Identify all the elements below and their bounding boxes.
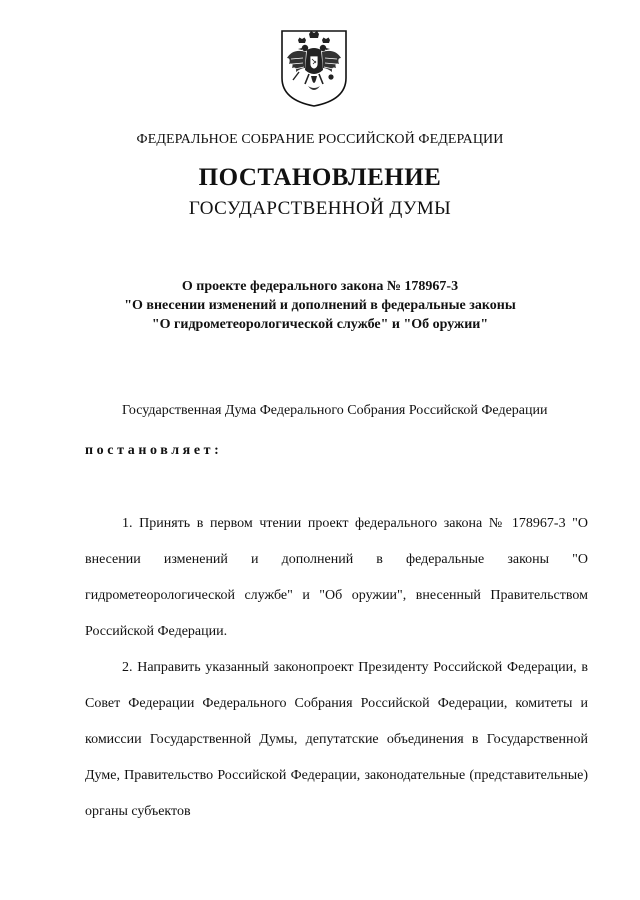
document-subject [0, 277, 640, 334]
resolves-keyword: постановляет: [85, 443, 223, 458]
document-issuer-title: ГОСУДАРСТВЕННОЙ ДУМЫ [188, 198, 452, 219]
organization-title: ФЕДЕРАЛЬНОЕ СОБРАНИЕ РОССИЙСКОЙ ФЕДЕРАЦИИ [136, 132, 504, 147]
subject-line-1: О проекте федерального закона № 178967-3 [181, 279, 459, 294]
subject-line-2: "О внесении изменений и дополнений в федеральные законы [124, 298, 516, 313]
paragraph-2 [85, 650, 588, 830]
paragraph-2-text: 2. Направить указанный законопроект Президенту Российской Федерации, в Совет Федерации Федерального Собрания Российской Федерации, комитеты и комиссии Государственной Думы, депутатские объединения в Государственной Думе, Правительство Российской Федерации, законодательные (представительные) органы субъектов [85, 660, 588, 819]
coat-of-arms-icon [279, 28, 349, 108]
subject-line-3: "О гидрометеорологической службе" и "Об оружии" [151, 317, 489, 332]
paragraph-1-text: 1. Принять в первом чтении проект федерального закона № 178967-3 "О внесении изменений и дополнений в федеральные законы "О гидрометеорологической службе" и "Об оружии", внесенный Правительством Российской Федерации. [85, 516, 588, 639]
preamble-text: Государственная Дума Федерального Собрания Российской Федерации [122, 403, 548, 418]
document-type-title: ПОСТАНОВЛЕНИЕ [198, 164, 442, 191]
paragraph-1 [85, 506, 588, 650]
